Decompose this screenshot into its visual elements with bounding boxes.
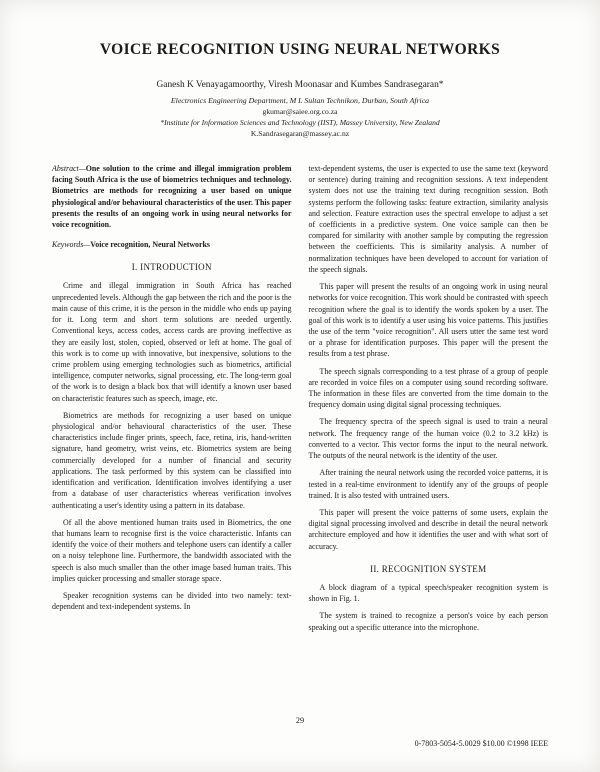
section-heading-introduction: I. INTRODUCTION: [131, 262, 212, 273]
two-column-body: [52, 163, 548, 639]
email-primary: gkumar@saiee.org.co.za: [262, 106, 338, 116]
abstract-paragraph: [52, 163, 292, 230]
paragraph: The frequency spectra of the speech signal is used to train a neural network. The frequency range of the human voice (0.2 to 3.2 kHz) is converted to a vector. This vector forms the input to the neural network. The outputs of the neural network is the identity of the user.: [308, 417, 548, 461]
keywords-label: Keywords—: [52, 240, 91, 250]
paragraph: Speaker recognition systems can be divided into two namely: text-dependent and text-independent systems. In: [52, 591, 292, 612]
paragraph: This paper will present the results of an ongoing work in using neural networks for voice recognition. This work should be contrasted with speech recognition where the goal is to identify the words spoken by a user. The goal of this work is to identify a user using his voice patterns. This justifies the use of the term "voice recognition". All users utter the same test word or a phrase for identification purposes. This paper will the present the results from a test phrase.: [308, 282, 548, 359]
page-number: 29: [295, 716, 305, 725]
affiliation-secondary: *Institute for Information Sciences and Technology (IIST), Massey University, New Zealand: [160, 117, 440, 127]
email-secondary: K.Sandrasegaran@massey.ac.nz: [250, 128, 350, 138]
paragraph: After training the neural network using the recorded voice patterns, it is tested in a real-time environment to identify any of the groups of people trained. It is also tested with untrained users.: [308, 468, 548, 500]
keywords-text: Voice recognition, Neural Networks: [90, 240, 210, 250]
column-right: [309, 163, 549, 639]
paragraph: The speech signals corresponding to a test phrase of a group of people are recorded in voice files on a computer using sound recording software. The information in these files are converted from the time domain to the frequency domain using digital signal processing techniques.: [308, 366, 548, 410]
affiliation-primary: Electronics Engineering Department, M L Sultan Technikon, Durban, South Africa: [170, 95, 430, 105]
author-list: Ganesh K Venayagamoorthy, Viresh Moonasar and Kumbes Sandrasegaran*: [156, 80, 444, 91]
page-title: VOICE RECOGNITION USING NEURAL NETWORKS: [99, 41, 501, 58]
paragraph: Biometrics are methods for recognizing a user based on unique physiological and/or behavioural characteristics of the user. These characteristics include finger prints, speech, face, retina, iris, hand-written signature, hand geometry, wrist veins, etc. Biometrics system are being commercially developed for a number of financial and security applications. The task performed by this system can be classified into identification and verification. Identification involves identifying a user from a database of user characteristics whereas verification involves authenticating a user's identity using a pattern in its database.: [52, 410, 292, 510]
keywords-paragraph: [52, 239, 292, 250]
paragraph: Of all the above mentioned human traits used in Biometrics, the one that humans learn to recognise first is the voice characteristic. Infants can identify the voice of their mothers and telephone users can identify a caller on a noisy telephone line. Furthermore, the bandwidth associated with the speech is also much smaller than the other image based human traits. This implies quicker processing and smaller storage space.: [52, 517, 292, 583]
page-footer: [0, 716, 600, 748]
abstract-label: Abstract—: [52, 163, 86, 173]
copyright-line: 0-7803-5054-5.0029 $10.00 ©1998 IEEE: [414, 739, 548, 748]
paragraph: A block diagram of a typical speech/speaker recognition system is shown in Fig. 1.: [308, 582, 548, 604]
section-heading-recognition-system: II. RECOGNITION SYSTEM: [370, 563, 487, 574]
paragraph: This paper will present the voice patterns of some users, explain the digital signal processing involved and describe in detail the neural network architecture employed and how it identifies the user and with what sort of accuracy.: [308, 508, 548, 551]
paragraph: The system is trained to recognize a person's voice by each person speaking out a specific utterance into the microphone.: [308, 611, 548, 632]
column-left: [52, 163, 292, 639]
paragraph: text-dependent systems, the user is expected to use the same text (keyword or sentence) during training and recognition sessions. A text independent system does not use the training text during recognition session. Both systems perform the following tasks: feature extraction, similarity analysis and selection. Feature extraction uses the spectral envelope to adjust a set of coefficients in a predictive system. One voice sample can then be compared for similarity with another sample by computing the regression between the coefficients. This is similarity analysis. A number of normalization techniques have been developed to account for variation of the speech signals.: [308, 163, 548, 274]
abstract-text: One solution to the crime and illegal immigration problem facing South Africa is the use of biometrics techniques and technology. Biometrics are methods for recognizing a user based on unique physiological and/or behavioural characteristics of the user. This paper presents the results of an ongoing work in using neural networks for voice recognition.: [52, 163, 292, 229]
paragraph: Crime and illegal immigration in South Africa has reached unprecedented levels. Although the gap between the rich and the poor is the main cause of this crime, it is the person in the middle who ends up paying for it. Long term and short term solutions are needed urgently. Conventional keys, access codes, access cards are proving ineffective as they are easily lost, stolen, copied, observed or left at home. The goal of this work is to come up with innovative, but inexpensive, solutions to the crime problem using emerging technologies such as biometrics, artificial intelligence, computer networks, signal processing, etc. The long-term goal of the work is to design a black box that will identify a known user based on characteristic features such as speech, image, etc.: [52, 281, 292, 403]
